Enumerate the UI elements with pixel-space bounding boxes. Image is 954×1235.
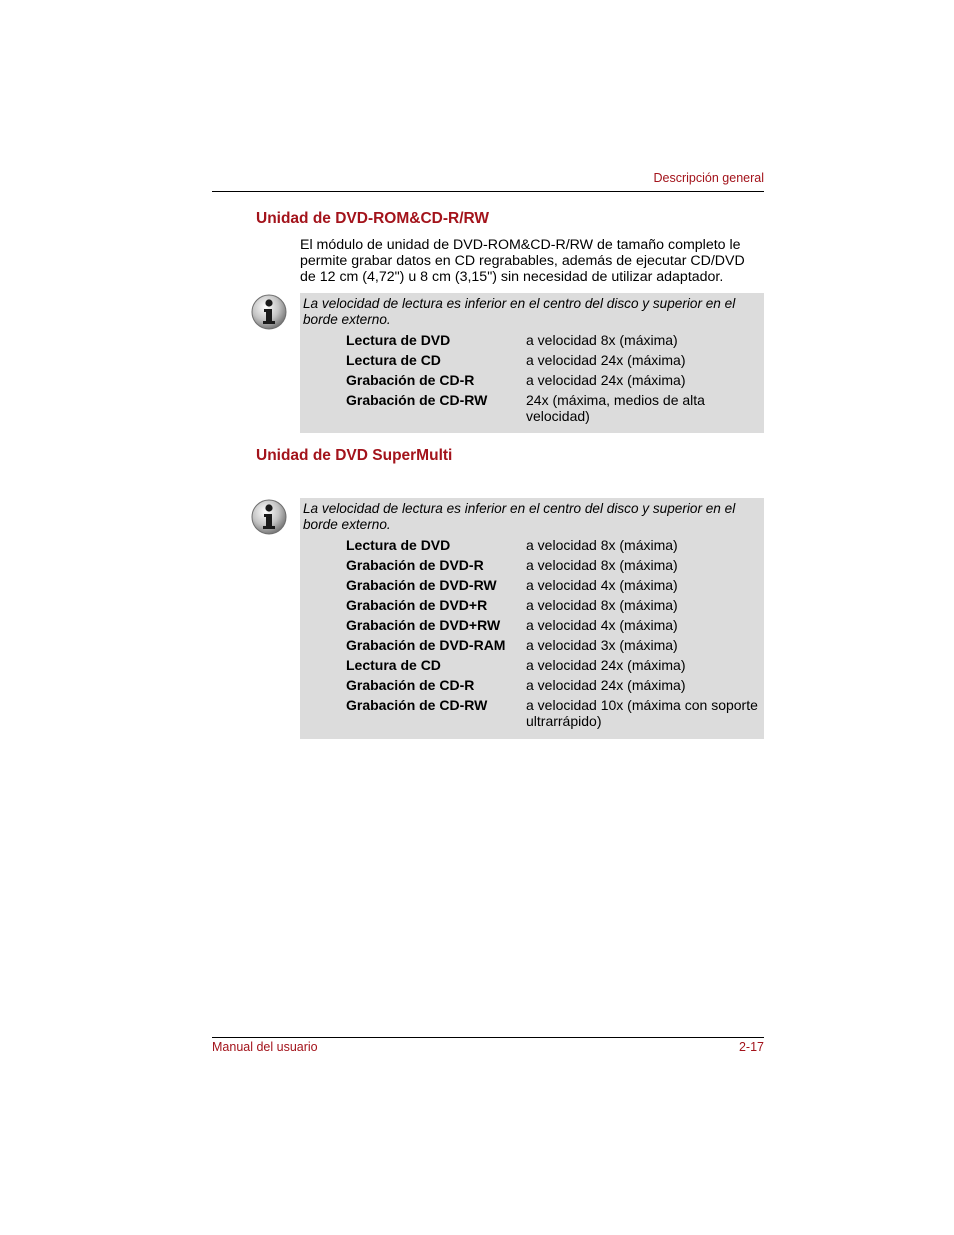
spec-row bbox=[303, 577, 760, 593]
spec-value: a velocidad 4x (máxima) bbox=[526, 577, 678, 593]
spec-value: a velocidad 3x (máxima) bbox=[526, 637, 678, 653]
spec-row bbox=[303, 597, 760, 613]
spec-label: Grabación de CD-R bbox=[346, 677, 475, 693]
spec-value: a velocidad 4x (máxima) bbox=[526, 617, 678, 633]
info-icon bbox=[250, 293, 288, 331]
spec-value: a velocidad 24x (máxima) bbox=[526, 372, 686, 388]
spec-row bbox=[303, 392, 760, 424]
section-title: Unidad de DVD-ROM&CD-R/RW bbox=[256, 210, 490, 227]
header-rule bbox=[212, 191, 764, 192]
spec-label: Lectura de DVD bbox=[346, 537, 451, 553]
spec-label: Grabación de DVD-RW bbox=[346, 577, 497, 593]
spec-label: Grabación de DVD-RAM bbox=[346, 637, 506, 653]
section-title: Unidad de DVD SuperMulti bbox=[256, 447, 453, 464]
spec-label: Grabación de DVD-R bbox=[346, 557, 484, 573]
note-box bbox=[300, 498, 764, 739]
spec-row bbox=[303, 557, 760, 573]
spec-value: a velocidad 8x (máxima) bbox=[526, 537, 678, 553]
info-icon bbox=[250, 498, 288, 536]
running-header: Descripción general bbox=[653, 171, 764, 185]
spec-label: Lectura de DVD bbox=[346, 332, 451, 348]
section-intro: El módulo de unidad de DVD-ROM&CD-R/RW de tamaño completo le permite grabar datos en CD regrabables, además de ejecutar CD/DVD de 12 cm (4,72") u 8 cm (3,15") sin necesidad de utilizar adaptador. bbox=[300, 237, 745, 285]
spec-row bbox=[303, 537, 760, 553]
spec-value: a velocidad 24x (máxima) bbox=[526, 657, 686, 673]
spec-label: Grabación de CD-RW bbox=[346, 392, 488, 408]
footer-title: Manual del usuario bbox=[212, 1040, 318, 1054]
spec-label: Grabación de DVD+R bbox=[346, 597, 488, 613]
spec-value: a velocidad 24x (máxima) bbox=[526, 352, 686, 368]
spec-value: a velocidad 8x (máxima) bbox=[526, 332, 678, 348]
spec-row bbox=[303, 637, 760, 653]
spec-row bbox=[303, 697, 760, 729]
spec-value: a velocidad 24x (máxima) bbox=[526, 677, 686, 693]
spec-row bbox=[303, 332, 760, 348]
spec-value: a velocidad 8x (máxima) bbox=[526, 557, 678, 573]
note-text: La velocidad de lectura es inferior en el centro del disco y superior en el borde externo. bbox=[303, 296, 736, 327]
note-box bbox=[300, 293, 764, 433]
page-number: 2-17 bbox=[738, 1040, 764, 1054]
spec-row bbox=[303, 617, 760, 633]
spec-row bbox=[303, 372, 760, 388]
spec-value: a velocidad 8x (máxima) bbox=[526, 597, 678, 613]
spec-row bbox=[303, 677, 760, 693]
spec-label: Lectura de CD bbox=[346, 352, 441, 368]
spec-value: a velocidad 10x (máxima con soporte ultrarrápido) bbox=[526, 697, 758, 729]
spec-label: Grabación de DVD+RW bbox=[346, 617, 501, 633]
spec-label: Grabación de CD-R bbox=[346, 372, 475, 388]
spec-row bbox=[303, 657, 760, 673]
spec-label: Grabación de CD-RW bbox=[346, 697, 488, 713]
spec-value: 24x (máxima, medios de alta velocidad) bbox=[526, 392, 705, 424]
note-text: La velocidad de lectura es inferior en el centro del disco y superior en el borde externo. bbox=[303, 501, 736, 532]
spec-label: Lectura de CD bbox=[346, 657, 441, 673]
footer-rule bbox=[212, 1037, 764, 1038]
spec-row bbox=[303, 352, 760, 368]
